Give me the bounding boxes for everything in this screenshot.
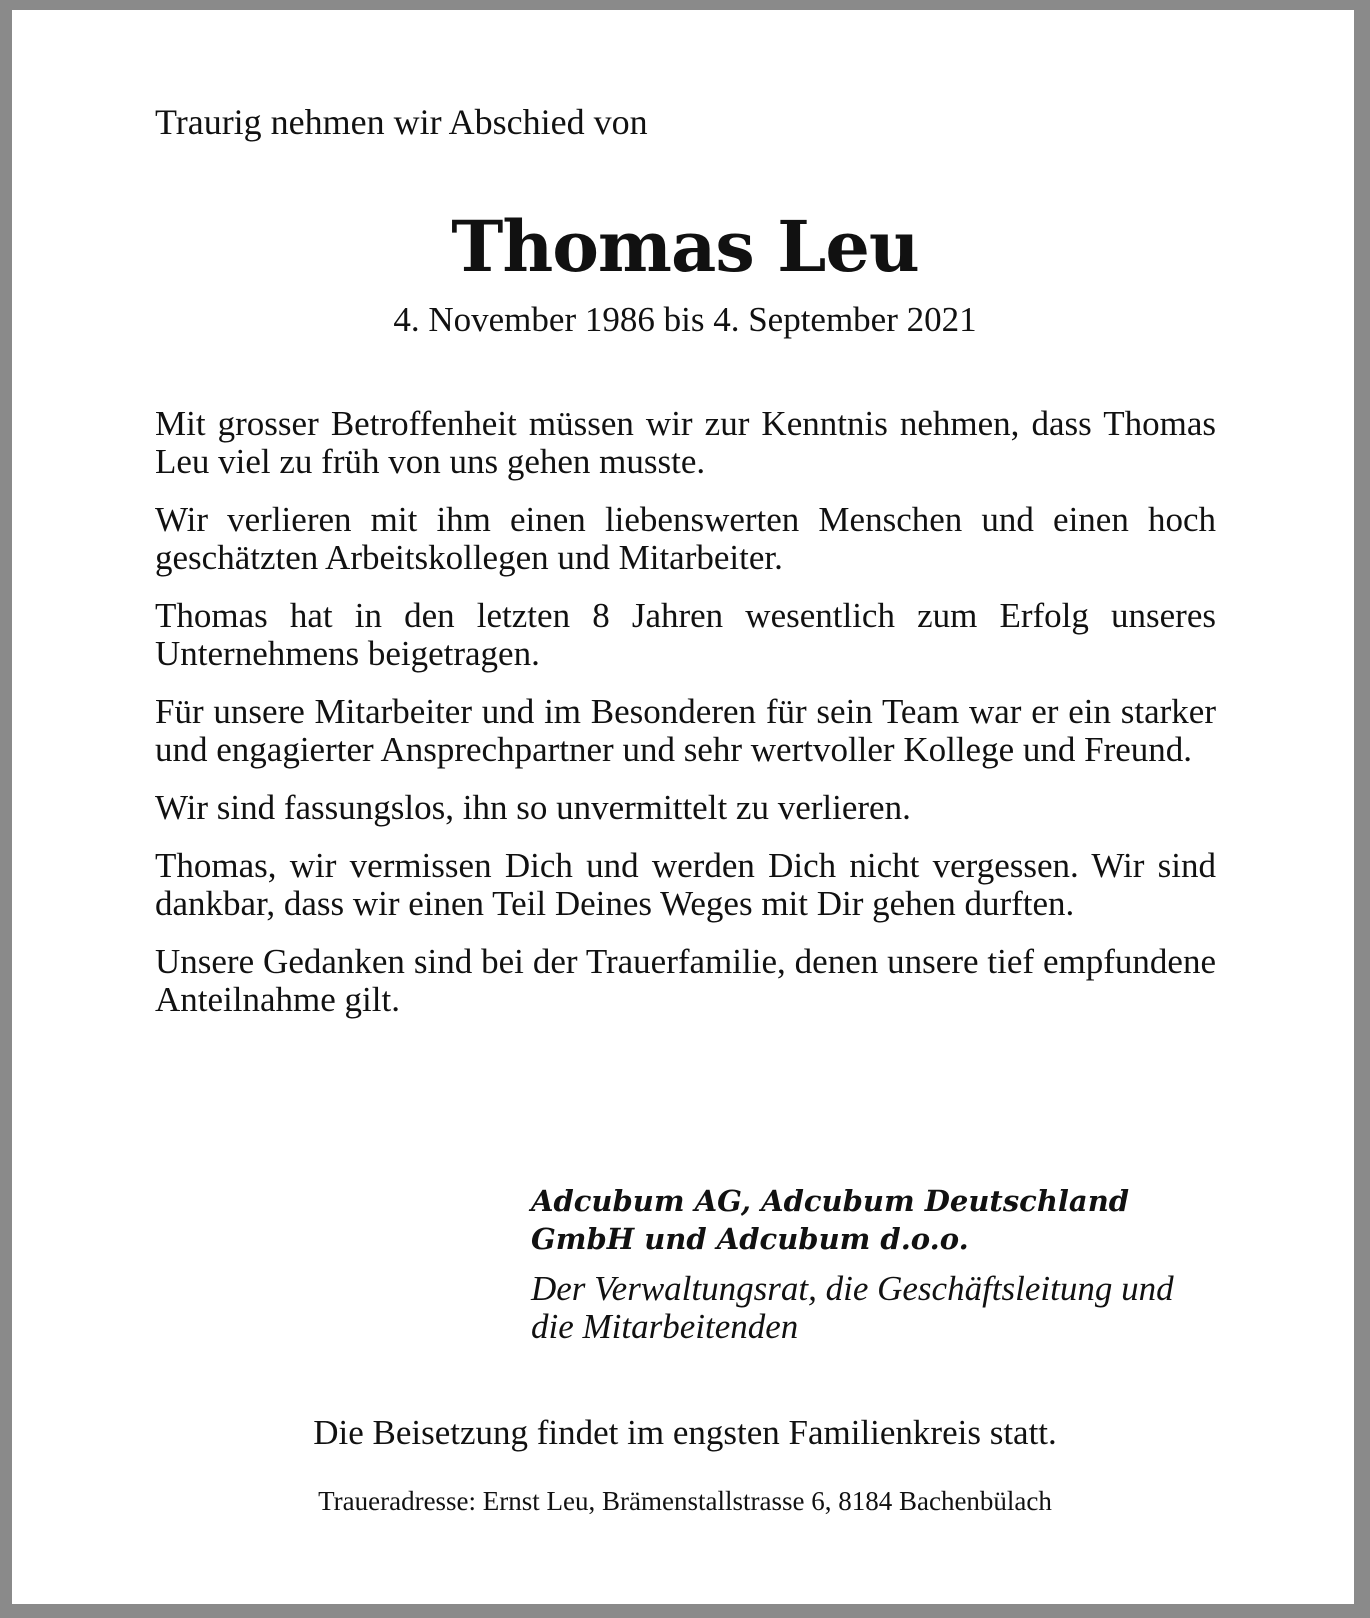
life-dates: 4. November 1986 bis 4. September 2021 bbox=[393, 300, 977, 339]
paragraph: Mit grosser Betroffenheit müssen wir zur Kenntnis nehmen, dass Thomas Leu viel zu früh von uns gehen musste. bbox=[155, 404, 1216, 481]
paragraph: Unsere Gedanken sind bei der Trauerfamilie, denen unsere tief empfundene Anteilnahme gilt. bbox=[155, 942, 1216, 1019]
intro-line: Traurig nehmen wir Abschied von bbox=[155, 102, 648, 142]
paragraph: Thomas, wir vermissen Dich und werden Dich nicht vergessen. Wir sind dankbar, dass wir einen Teil Deines Weges mit Dir gehen durften. bbox=[155, 846, 1216, 923]
signature-block bbox=[531, 1182, 1211, 1346]
board-and-staff: Der Verwaltungsrat, die Geschäftsleitung und die Mitarbeitenden bbox=[531, 1269, 1174, 1346]
company-names: Adcubum AG, Adcubum Deutschland GmbH und Adcubum d.o.o. bbox=[531, 1184, 1130, 1256]
burial-notice: Die Beisetzung findet im engsten Familienkreis statt. bbox=[313, 1413, 1057, 1452]
paragraph: Wir sind fassungslos, ihn so unvermittelt zu verlieren. bbox=[155, 788, 911, 827]
paragraph: Für unsere Mitarbeiter und im Besonderen für sein Team war er ein starker und engagierter Ansprechpartner und sehr wertvoller Kollege und Freund. bbox=[155, 692, 1216, 769]
paragraph: Wir verlieren mit ihm einen liebenswerten Menschen und einen hoch geschätzten Arbeitskollegen und Mitarbeiter. bbox=[155, 500, 1216, 577]
mourning-address: Traueradresse: Ernst Leu, Brämenstallstrasse 6, 8184 Bachenbülach bbox=[318, 1486, 1052, 1516]
notice-body bbox=[155, 405, 1216, 1039]
deceased-name: Thomas Leu bbox=[451, 205, 919, 288]
paragraph: Thomas hat in den letzten 8 Jahren wesentlich zum Erfolg unseres Unternehmens beigetragen. bbox=[155, 596, 1216, 673]
